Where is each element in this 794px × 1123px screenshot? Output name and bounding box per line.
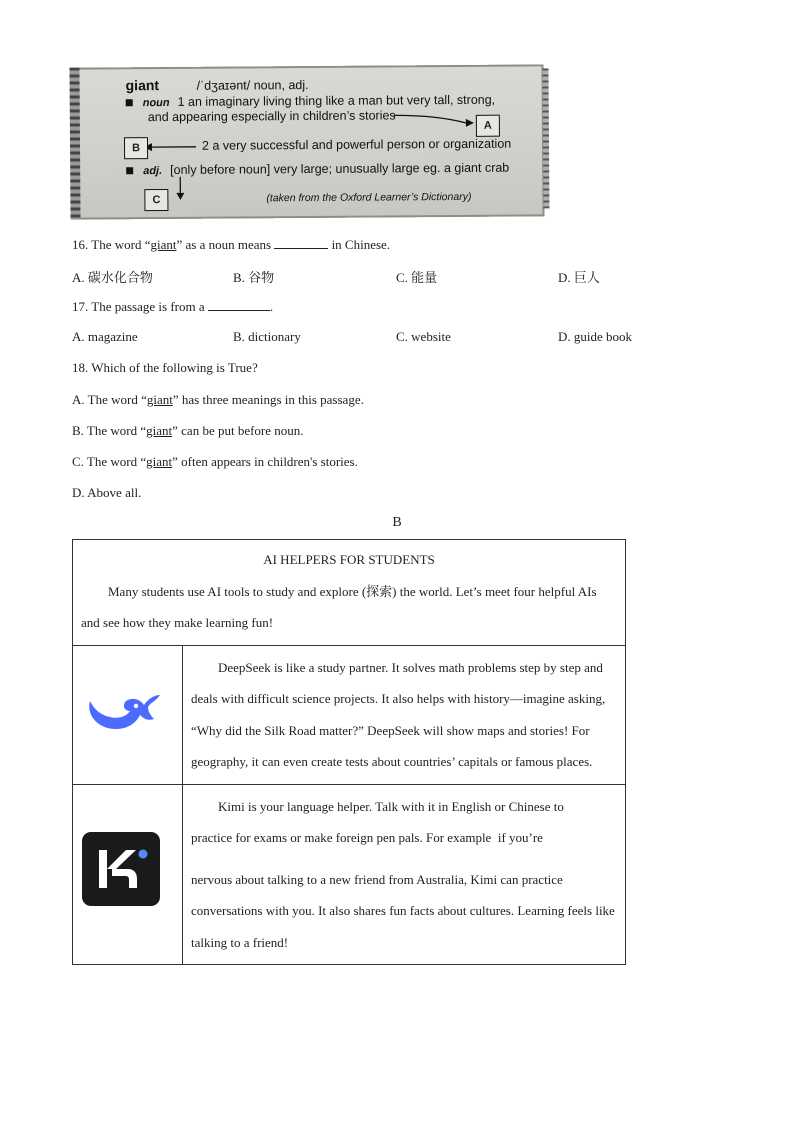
kimi-k-icon	[82, 832, 160, 906]
q16-option-a: A. 碳水化合物	[72, 270, 153, 285]
ai-helpers-table	[72, 539, 626, 965]
deepseek-logo-cell	[73, 645, 183, 784]
answer-blank	[274, 236, 328, 249]
definition-1-line-2: and appearing especially in children’s stories	[147, 108, 396, 125]
whale-icon	[84, 679, 164, 739]
answer-blank	[208, 298, 270, 311]
q17-option-c: C. website	[396, 329, 451, 344]
question-18: 18. Which of the following is True?	[72, 360, 258, 375]
deepseek-description-cell	[183, 645, 626, 784]
q18-option-c: C. The word “giant” often appears in children's stories.	[72, 454, 358, 469]
question-16: 16. The word “giant” as a noun means in Chinese.	[72, 237, 391, 252]
pronunciation: /ˈdʒaɪənt/ noun, adj.	[196, 78, 309, 93]
bullet-square-icon	[126, 99, 133, 106]
q17-option-a: A. magazine	[72, 329, 138, 344]
kimi-text-rest: nervous about talking to a new friend from Australia, Kimi can practice conversations with you. It also shares fun facts about cultures. Learning feels like talking to a friend!	[191, 871, 615, 950]
q16-option-b: B. 谷物	[233, 270, 275, 285]
bullet-square-icon	[126, 167, 133, 174]
q18-option-d: D. Above all.	[72, 485, 142, 500]
headword: giant	[125, 77, 160, 94]
q18-option-a: A. The word “giant” has three meanings in this passage.	[72, 392, 364, 407]
kimi-logo-cell	[73, 784, 183, 965]
kimi-text-line-2: practice for exams or make foreign pen pals. For example if you’re	[191, 830, 543, 845]
q17-option-d: D. guide book	[558, 329, 633, 344]
table-intro: Many students use AI tools to study and explore (探索) the world. Let’s meet four helpful AIs and see how they make learning fun!	[81, 583, 597, 630]
section-b-label: B	[392, 515, 402, 530]
table-header-cell	[73, 540, 626, 646]
q16-option-d: D. 巨人	[558, 270, 600, 285]
definition-2: 2 a very successful and powerful person or organization	[201, 136, 512, 153]
definition-3: [only before noun] very large; unusually large eg. a giant crab	[170, 160, 510, 177]
underlined-word: giant	[150, 237, 177, 252]
table-title: AI HELPERS FOR STUDENTS	[263, 552, 435, 567]
definition-1-line-1: 1 an imaginary living thing like a man but very tall, strong,	[177, 92, 496, 109]
deepseek-text: DeepSeek is like a study partner. It solves math problems step by step and deals with difficult science projects. It also helps with history—imagine asking, “Why did the Silk Road matter?” DeepSeek will show maps and stories! For geography, it can even create tests about countries’ capitals or famous places.	[191, 659, 606, 769]
box-c: C	[144, 189, 168, 211]
dictionary-source: (taken from the Oxford Learner’s Dictionary)	[266, 190, 472, 205]
q17-option-b: B. dictionary	[233, 329, 301, 344]
kimi-description-cell	[183, 784, 626, 965]
pos-noun: noun	[142, 96, 170, 110]
box-a: A	[476, 115, 500, 137]
box-b: B	[124, 137, 148, 159]
q18-option-b: B. The word “giant” can be put before noun.	[72, 423, 304, 438]
pos-adj: adj.	[143, 165, 163, 178]
kimi-text-line-1: Kimi is your language helper. Talk with it in English or Chinese to	[218, 798, 564, 814]
question-17: 17. The passage is from a .	[72, 299, 274, 314]
dictionary-entry-image	[75, 64, 544, 219]
q16-option-c: C. 能量	[396, 270, 438, 285]
